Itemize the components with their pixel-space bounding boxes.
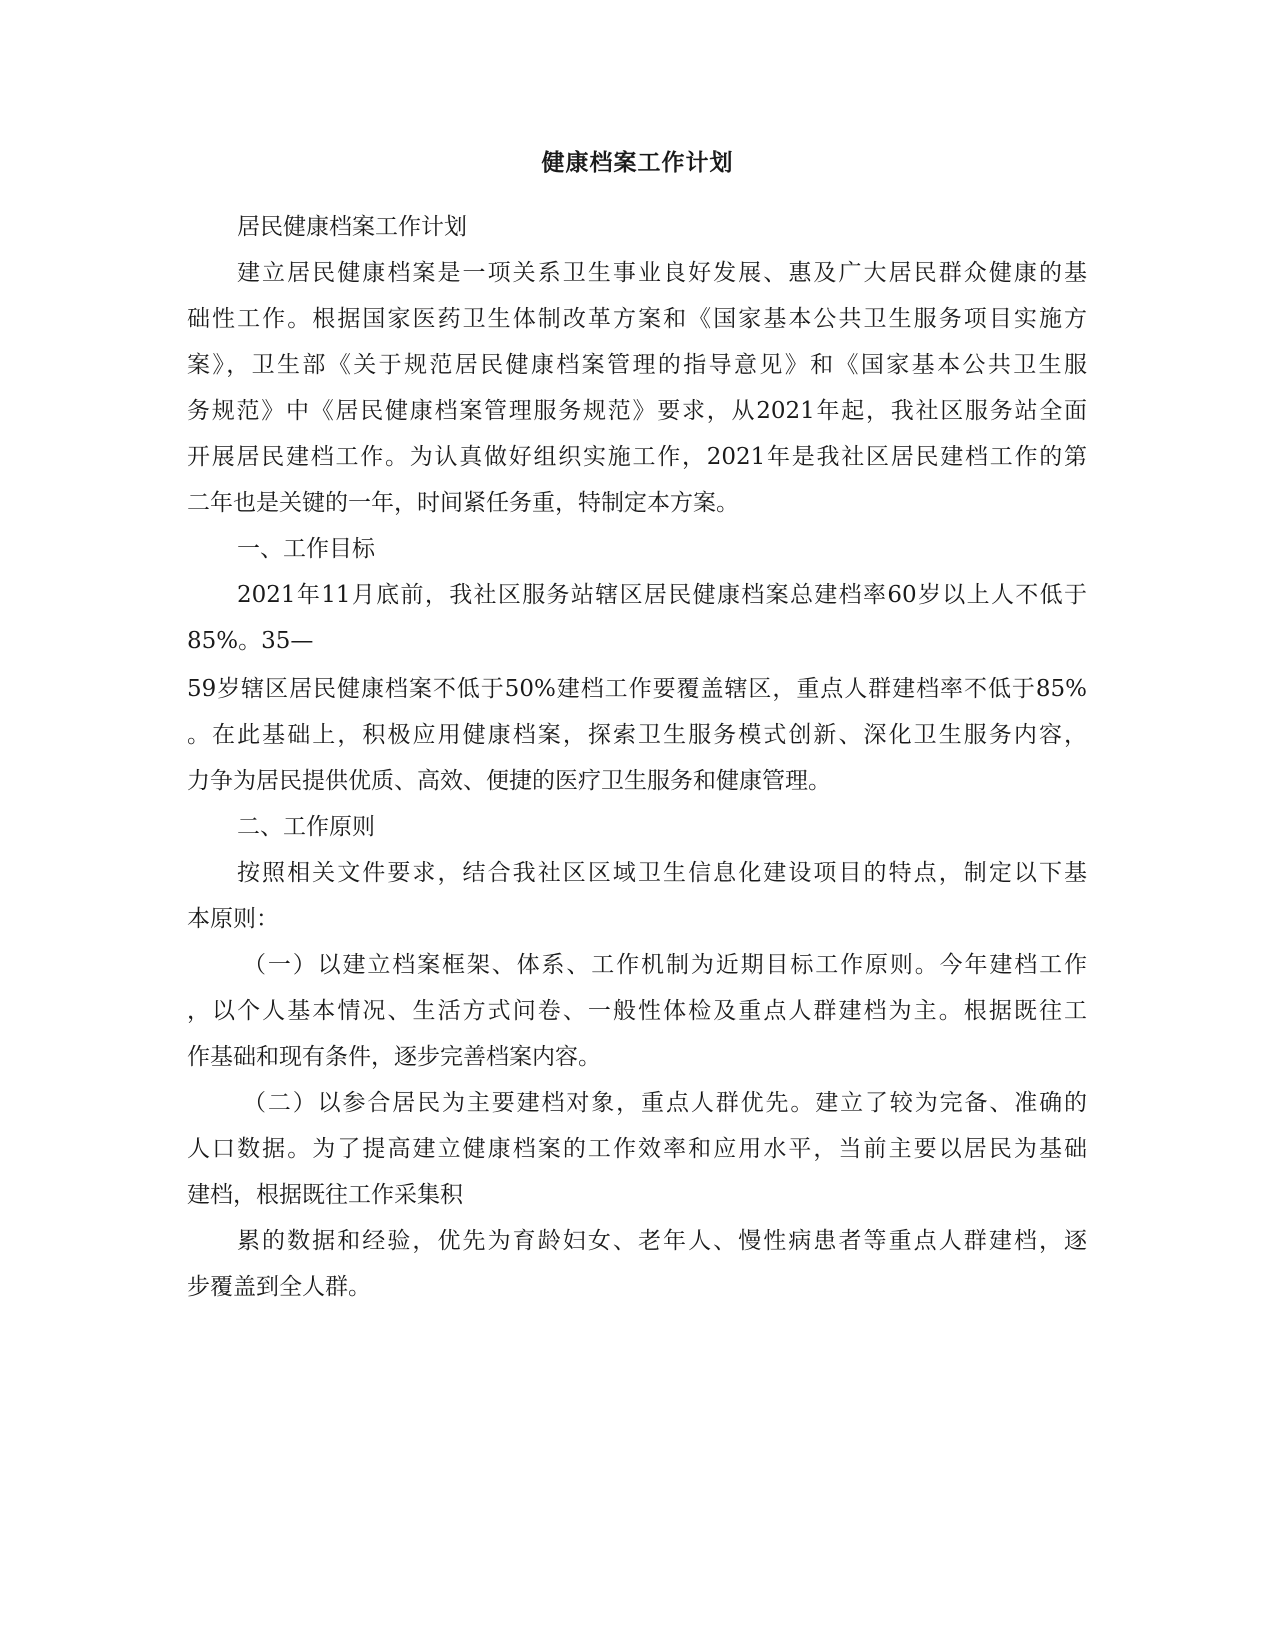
paragraph-line: （二）以参合居民为主要建档对象，重点人群优先。建立了较为完备、准确的	[243, 1090, 1087, 1116]
paragraph-line: 开展居民建档工作。为认真做好组织实施工作，2021年是我社区居民建档工作的第	[187, 444, 1087, 470]
section-heading: 二、工作原则	[237, 814, 375, 840]
section-heading: 一、工作目标	[237, 536, 375, 562]
paragraph-line: （一）以建立档案框架、体系、工作机制为近期目标工作原则。今年建档工作	[243, 952, 1087, 978]
document-title: 健康档案工作计划	[541, 149, 734, 176]
subtitle-line: 居民健康档案工作计划	[237, 214, 467, 240]
paragraph-line: 作基础和现有条件，逐步完善档案内容。	[187, 1044, 601, 1070]
paragraph-line: 务规范》中《居民健康档案管理服务规范》要求，从2021年起，我社区服务站全面	[187, 398, 1087, 424]
paragraph-line: 累的数据和经验，优先为育龄妇女、老年人、慢性病患者等重点人群建档，逐	[237, 1228, 1087, 1254]
paragraph-line: 本原则：	[187, 906, 279, 932]
paragraph-line: 59岁辖区居民健康档案不低于50%建档工作要覆盖辖区，重点人群建档率不低于85%	[187, 676, 1087, 702]
paragraph-line: 础性工作。根据国家医药卫生体制改革方案和《国家基本公共卫生服务项目实施方	[187, 306, 1087, 332]
paragraph-line: 二年也是关键的一年，时间紧任务重，特制定本方案。	[187, 490, 739, 516]
paragraph-line: 。在此基础上，积极应用健康档案，探索卫生服务模式创新、深化卫生服务内容，	[187, 722, 1087, 748]
paragraph-line: 人口数据。为了提高建立健康档案的工作效率和应用水平，当前主要以居民为基础	[187, 1136, 1087, 1162]
paragraph-line: 力争为居民提供优质、高效、便捷的医疗卫生服务和健康管理。	[187, 768, 831, 794]
paragraph-line: 85%。35—	[187, 628, 314, 654]
paragraph-line: 案》，卫生部《关于规范居民健康档案管理的指导意见》和《国家基本公共卫生服	[187, 352, 1087, 378]
paragraph-line: ，以个人基本情况、生活方式问卷、一般性体检及重点人群建档为主。根据既往工	[187, 998, 1087, 1024]
paragraph-line: 按照相关文件要求，结合我社区区域卫生信息化建设项目的特点，制定以下基	[237, 860, 1087, 886]
paragraph-line: 步覆盖到全人群。	[187, 1274, 371, 1300]
paragraph-line: 建档，根据既往工作采集积	[187, 1182, 463, 1208]
paragraph-line: 建立居民健康档案是一项关系卫生事业良好发展、惠及广大居民群众健康的基	[237, 260, 1087, 286]
paragraph-line: 2021年11月底前，我社区服务站辖区居民健康档案总建档率60岁以上人不低于	[237, 582, 1087, 608]
